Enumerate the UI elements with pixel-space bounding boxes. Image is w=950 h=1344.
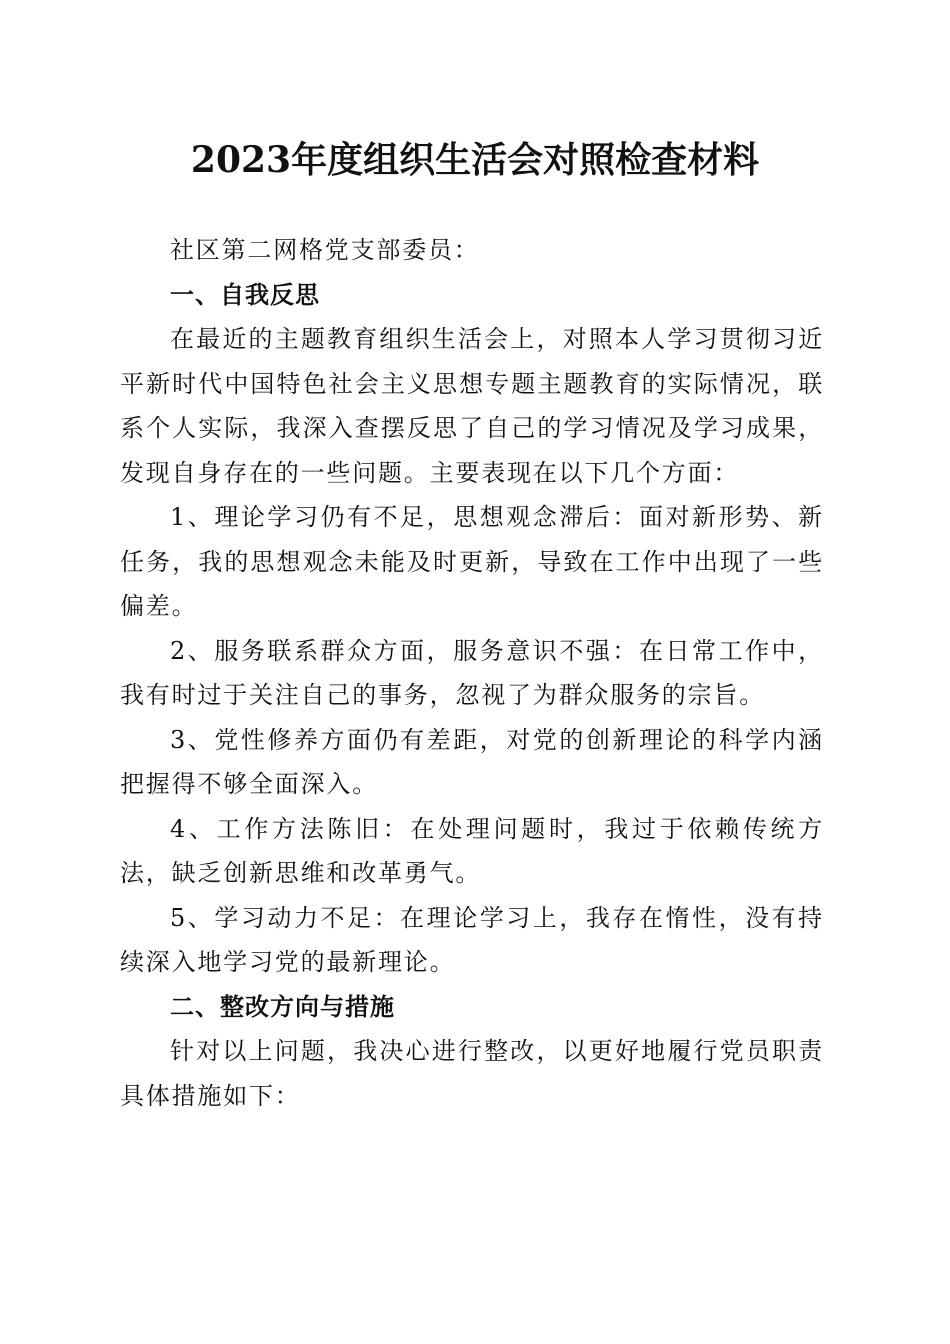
problem-item-5: 5、学习动力不足：在理论学习上，我存在惰性，没有持续深入地学习党的最新理论。: [120, 903, 824, 976]
salutation: 社区第二网格党支部委员：: [170, 236, 480, 264]
section-heading-self-reflection: 一、自我反思: [170, 280, 320, 309]
problem-item-4: 4、工作方法陈旧：在处理问题时，我过于依赖传统方法，缺乏创新思维和改革勇气。: [120, 814, 824, 887]
section1-intro-paragraph: 在最近的主题教育组织生活会上，对照本人学习贯彻习近平新时代中国特色社会主义思想专题主题教育的实际情况，联系个人实际，我深入查摆反思了自己的学习情况及学习成果，发现自身存在的一些问题。主要表现在以下几个方面：: [120, 325, 824, 487]
problem-item-1: 1、理论学习仍有不足，思想观念滞后：面对新形势、新任务，我的思想观念未能及时更新，导致在工作中出现了一些偏差。: [120, 503, 824, 620]
problem-item-3: 3、党性修养方面仍有差距，对党的创新理论的科学内涵把握得不够全面深入。: [120, 725, 824, 798]
section2-intro-paragraph: 针对以上问题，我决心进行整改，以更好地履行党员职责具体措施如下：: [120, 1037, 824, 1110]
document-title: 2023年度组织生活会对照检查材料: [190, 139, 760, 181]
document-body: [120, 228, 824, 1118]
section-heading-rectification: 二、整改方向与措施: [170, 992, 395, 1021]
problem-item-2: 2、服务联系群众方面，服务意识不强：在日常工作中，我有时过于关注自己的事务，忽视了为群众服务的宗旨。: [120, 636, 824, 709]
